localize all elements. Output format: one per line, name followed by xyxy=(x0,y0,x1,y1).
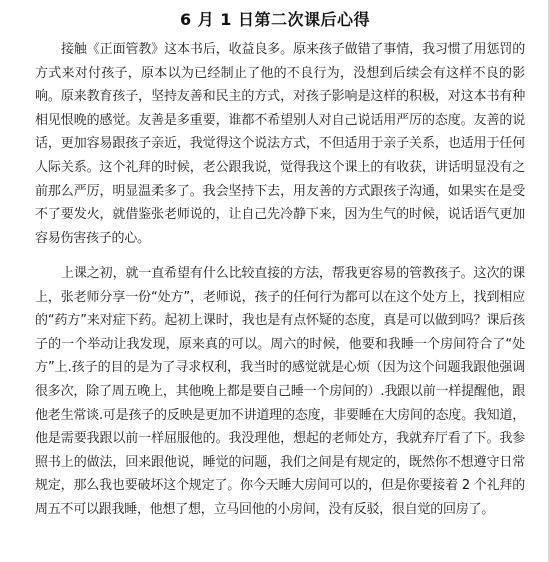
paragraph-2: 上课之初，就一直希望有什么比较直接的方法，帮我更容易的管教孩子。这次的课上，张老师分享一份“处方”，老师说，孩子的任何行为都可以在这个处方上，找到相应的“药方”来对症下药。起初上课时，我也是有点怀疑的态度，真是可以做到吗？课后孩子的一个举动让我发现，原来真的可以。周六的时候，他要和我睡一个房间符合了“处方”上.孩子的目的是为了寻求权利，我当时的感觉就是心烦（因为这个问题我跟他强调很多次，除了周五晚上，其他晚上都是要自己睡一个房间的）.我跟以前一样提醒他，跟他老生常谈.可是孩子的反映是更加不讲道理的态度，非要睡在大房间的态度。我知道，他是需要我跟以前一样屈服他的。我没理他，想起的老师处方，我就弃厅看了下。我参照书上的做法，回来跟他说，睡觉的问题，我们之间是有规定的，既然你不想遵守日常规定，那么我也要破坏这个规定了。你今天睡大房间可以的，但是你要接着 2 个礼拜的周五不可以跟我睡，他想了想，立马回他的小房间，没有反驳，很自觉的回房了。 xyxy=(35,266,525,517)
paragraph-1: 接触《正面管教》这本书后，收益良多。原来孩子做错了事情，我习惯了用惩罚的方式来对付孩子，原本以为已经制止了他的不良行为，没想到后续会有这样不良的影响。原来教育孩子，坚持友善和民主的方式，对孩子影响是这样的积极，对这本书有种相见恨晚的感觉。友善是多重要，谁都不希望别人对自己说话用严厉的态度。友善的说话，更加容易跟孩子亲近，我觉得这个说法方式，不但适用于亲子关系，也适用于任何人际关系。这个礼拜的时候，老公跟我说，觉得我这个课上的有收获，讲话明显没有之前那么严厉，明显温柔多了。我会坚持下去，用友善的方式跟孩子沟通，如果实在是受不了要发火，就借鉴张老师说的，让自己先冷静下来，因为生气的时候，说话语气更加容易伤害孩子的心。 xyxy=(35,42,525,246)
document-title: 6 月 1 日第二次课后心得 xyxy=(180,10,370,29)
